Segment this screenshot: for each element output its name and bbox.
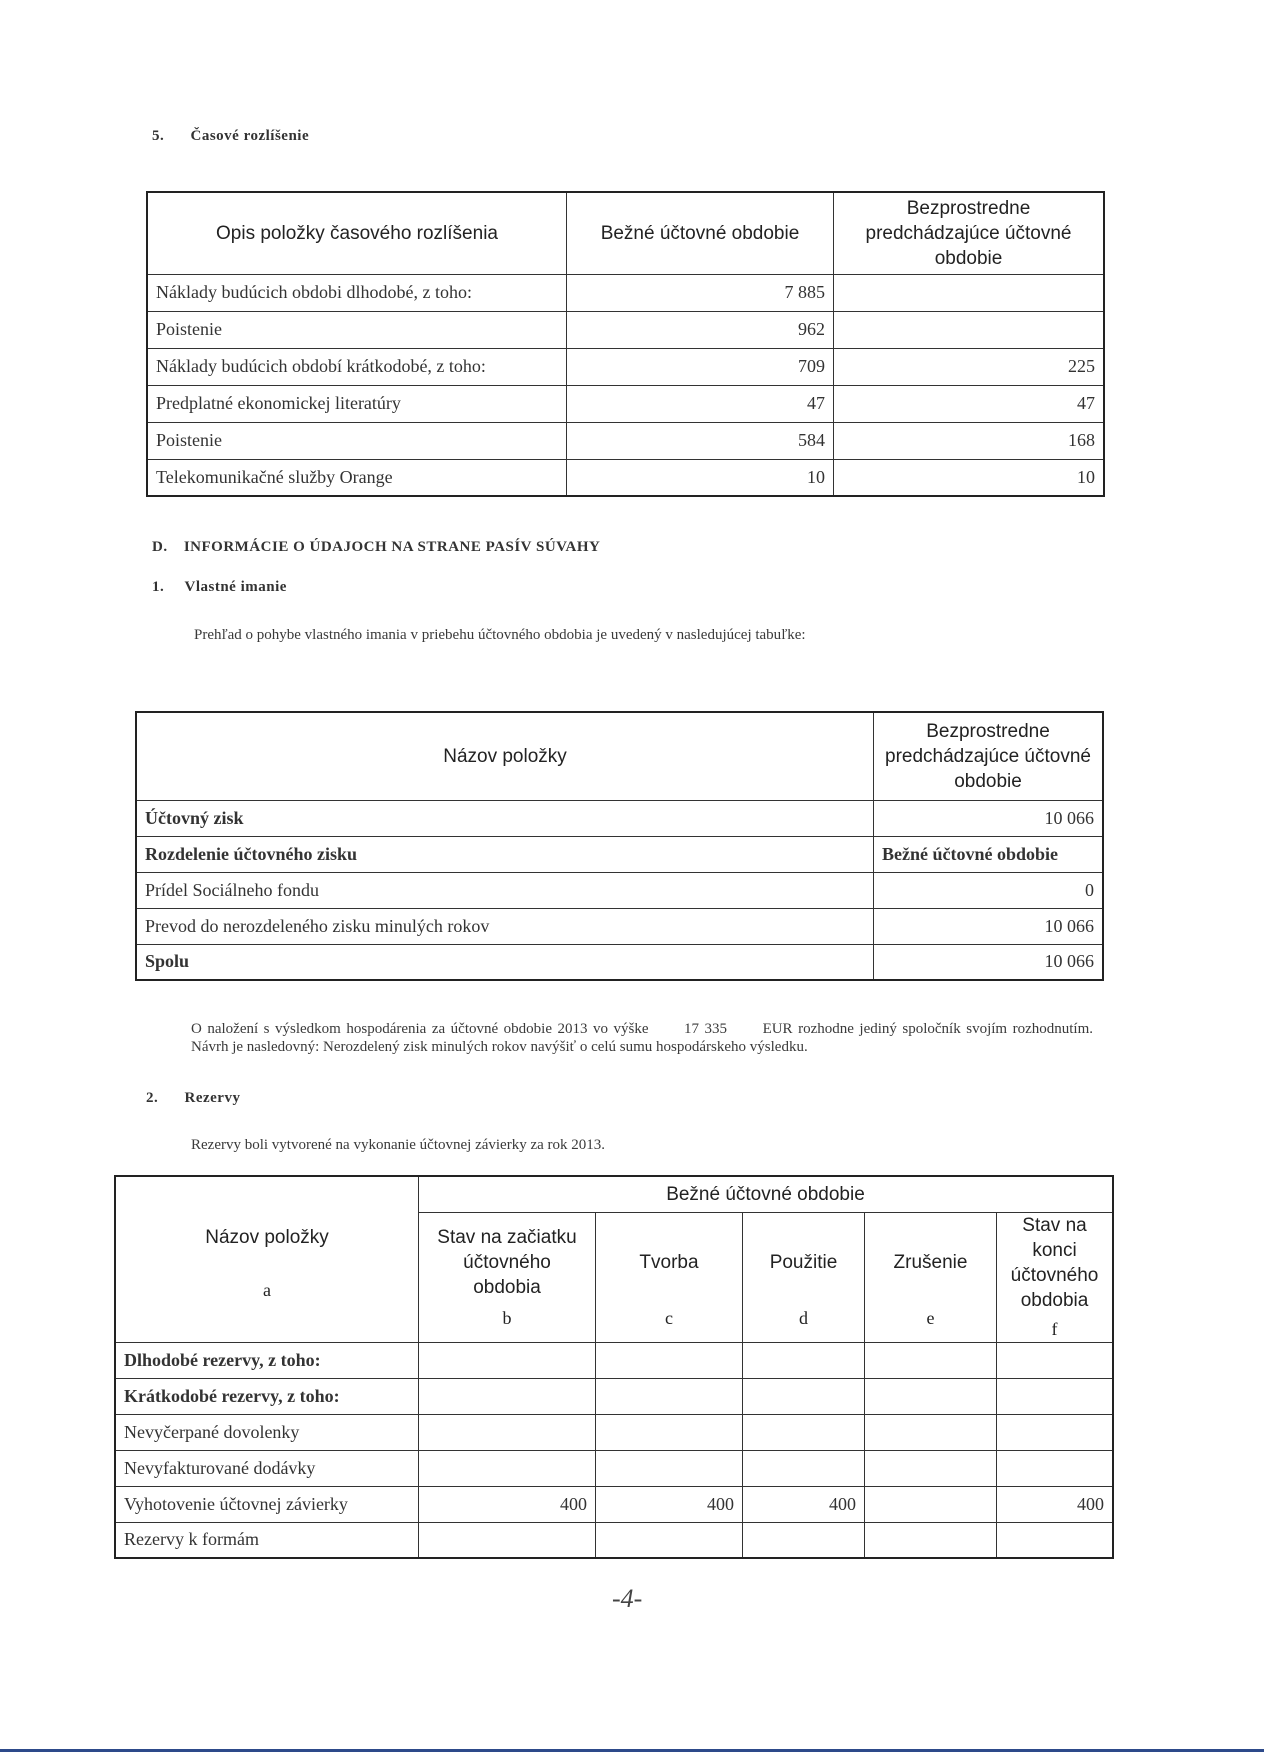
previous-period-value: 168 xyxy=(834,422,1105,459)
header-previous-period: Bezprostredne predchádzajúce účtovné obdobie xyxy=(874,712,1104,800)
table-row xyxy=(115,1450,1113,1486)
column-letter: a xyxy=(263,1280,271,1300)
column-letter: e xyxy=(926,1307,935,1328)
column-letter: f xyxy=(1051,1318,1058,1339)
row-value xyxy=(743,1450,865,1486)
row-value: 400 xyxy=(743,1486,865,1522)
subsection-number: 2. xyxy=(146,1090,159,1106)
table-row xyxy=(115,1342,1113,1378)
row-label: Nevyfakturované dodávky xyxy=(115,1450,419,1486)
row-value xyxy=(419,1414,596,1450)
row-value xyxy=(997,1414,1114,1450)
row-value: 10 066 xyxy=(874,800,1104,836)
previous-period-value: 47 xyxy=(834,385,1105,422)
row-value xyxy=(743,1414,865,1450)
row-value xyxy=(596,1414,743,1450)
current-period-value: 962 xyxy=(567,311,834,348)
row-value xyxy=(596,1378,743,1414)
row-value xyxy=(743,1378,865,1414)
table-row xyxy=(147,311,1104,348)
equity-heading xyxy=(152,579,287,596)
row-label: Rozdelenie účtovného zisku xyxy=(136,836,874,872)
row-value xyxy=(997,1522,1114,1558)
section-title: INFORMÁCIE O ÚDAJOCH NA STRANE PASÍV SÚVAHY xyxy=(183,539,601,555)
profit-distribution-note xyxy=(191,1020,1093,1056)
reserves-table xyxy=(114,1175,1114,1559)
column-letter: b xyxy=(502,1307,512,1328)
current-period-value: 47 xyxy=(567,385,834,422)
row-label: Spolu xyxy=(136,944,874,980)
current-period-value: 709 xyxy=(567,348,834,385)
column-header-text: Stav na začiatku účtovného obdobia xyxy=(437,1227,577,1298)
table-row xyxy=(147,348,1104,385)
note-amount: 17 335 xyxy=(684,1021,728,1037)
row-value xyxy=(865,1378,997,1414)
row-label: Predplatné ekonomickej literatúry xyxy=(147,385,567,422)
reserves-heading xyxy=(146,1090,240,1107)
header-current-period: Bežné účtovné obdobie xyxy=(567,192,834,274)
row-value xyxy=(997,1342,1114,1378)
column-letter: d xyxy=(799,1307,808,1328)
row-value: 0 xyxy=(874,872,1104,908)
equity-intro: Prehľad o pohybe vlastného imania v priebehu účtovného obdobia je uvedený v nasledujúcej tabuľke: xyxy=(194,627,806,643)
row-label: Náklady budúcich období krátkodobé, z toho: xyxy=(147,348,567,385)
page-number: -4- xyxy=(612,1584,643,1613)
row-label: Poistenie xyxy=(147,422,567,459)
header-description: Opis položky časového rozlíšenia xyxy=(147,192,567,274)
column-header-text: Zrušenie xyxy=(893,1252,968,1273)
equity-table xyxy=(135,711,1104,981)
column-header-text: Tvorba xyxy=(639,1252,699,1273)
row-value xyxy=(596,1342,743,1378)
section-number: 5. xyxy=(152,128,165,144)
header-item-name-text: Názov položky xyxy=(205,1227,329,1248)
row-value xyxy=(865,1450,997,1486)
section-d-heading xyxy=(152,539,600,556)
row-value xyxy=(865,1486,997,1522)
row-label: Vyhotovenie účtovnej závierky xyxy=(115,1486,419,1522)
row-value xyxy=(743,1522,865,1558)
section-title: Časové rozlíšenie xyxy=(190,128,310,144)
header-item-name xyxy=(115,1176,419,1342)
previous-period-value xyxy=(834,311,1105,348)
subsection-number: 1. xyxy=(152,579,165,595)
column-header-text: Použitie xyxy=(769,1252,838,1273)
table-row xyxy=(147,422,1104,459)
column-header xyxy=(743,1212,865,1342)
current-period-value: 7 885 xyxy=(567,274,834,311)
column-header xyxy=(596,1212,743,1342)
row-label: Poistenie xyxy=(147,311,567,348)
header-previous-period: Bezprostredne predchádzajúce účtovné obdobie xyxy=(834,192,1105,274)
row-label: Prevod do nerozdeleného zisku minulých rokov xyxy=(136,908,874,944)
row-value xyxy=(596,1450,743,1486)
column-header xyxy=(865,1212,997,1342)
row-value: 400 xyxy=(997,1486,1114,1522)
subsection-title: Vlastné imanie xyxy=(184,579,287,595)
row-value xyxy=(997,1450,1114,1486)
table-row xyxy=(136,836,1103,872)
row-label: Náklady budúcich obdobi dlhodobé, z toho: xyxy=(147,274,567,311)
previous-period-value: 10 xyxy=(834,459,1105,496)
row-value: 400 xyxy=(596,1486,743,1522)
previous-period-value: 225 xyxy=(834,348,1105,385)
row-value xyxy=(865,1414,997,1450)
row-value: 400 xyxy=(419,1486,596,1522)
previous-period-value xyxy=(834,274,1105,311)
row-value xyxy=(419,1450,596,1486)
table-row xyxy=(115,1378,1113,1414)
table-row xyxy=(115,1486,1113,1522)
column-header xyxy=(997,1212,1114,1342)
column-header-text: Stav na konci účtovného obdobia xyxy=(1010,1214,1099,1311)
row-label: Dlhodobé rezervy, z toho: xyxy=(115,1342,419,1378)
row-label: Prídel Sociálneho fondu xyxy=(136,872,874,908)
accruals-table xyxy=(146,191,1105,497)
table-row xyxy=(147,459,1104,496)
column-header xyxy=(419,1212,596,1342)
row-value xyxy=(865,1342,997,1378)
row-label: Krátkodobé rezervy, z toho: xyxy=(115,1378,419,1414)
header-current-period: Bežné účtovné obdobie xyxy=(419,1176,1114,1212)
row-value xyxy=(419,1342,596,1378)
section-letter: D. xyxy=(152,539,168,555)
section-5-heading xyxy=(152,128,309,145)
table-row xyxy=(115,1414,1113,1450)
current-period-value: 10 xyxy=(567,459,834,496)
row-value xyxy=(743,1342,865,1378)
note-text: O naložení s výsledkom hospodárenia za účtovné obdobie 2013 vo výške xyxy=(191,1021,649,1037)
subsection-title: Rezervy xyxy=(184,1090,241,1106)
row-value: 10 066 xyxy=(874,944,1104,980)
row-value xyxy=(865,1522,997,1558)
table-row xyxy=(136,944,1103,980)
current-period-value: 584 xyxy=(567,422,834,459)
reserves-intro: Rezervy boli vytvorené na vykonanie účtovnej závierky za rok 2013. xyxy=(191,1137,606,1153)
row-value: 10 066 xyxy=(874,908,1104,944)
row-label: Telekomunikačné služby Orange xyxy=(147,459,567,496)
table-row xyxy=(115,1522,1113,1558)
note-text-cont: EUR rozhodne jediný spoločník svojím rozhodnutím. Návrh je nasledovný: Nerozdelený zisk minulých rokov navýšiť o celú sumu hospodárskeho výsledku. xyxy=(191,1021,1093,1055)
header-item-name: Názov položky xyxy=(136,712,874,800)
row-label: Účtovný zisk xyxy=(136,800,874,836)
table-row xyxy=(147,385,1104,422)
row-label: Nevyčerpané dovolenky xyxy=(115,1414,419,1450)
row-value: Bežné účtovné obdobie xyxy=(874,836,1104,872)
table-row xyxy=(136,872,1103,908)
row-label: Rezervy k formám xyxy=(115,1522,419,1558)
table-row xyxy=(136,800,1103,836)
row-value xyxy=(997,1378,1114,1414)
row-value xyxy=(596,1522,743,1558)
row-value xyxy=(419,1378,596,1414)
table-row xyxy=(147,274,1104,311)
column-letter: c xyxy=(665,1307,673,1328)
table-row xyxy=(136,908,1103,944)
row-value xyxy=(419,1522,596,1558)
